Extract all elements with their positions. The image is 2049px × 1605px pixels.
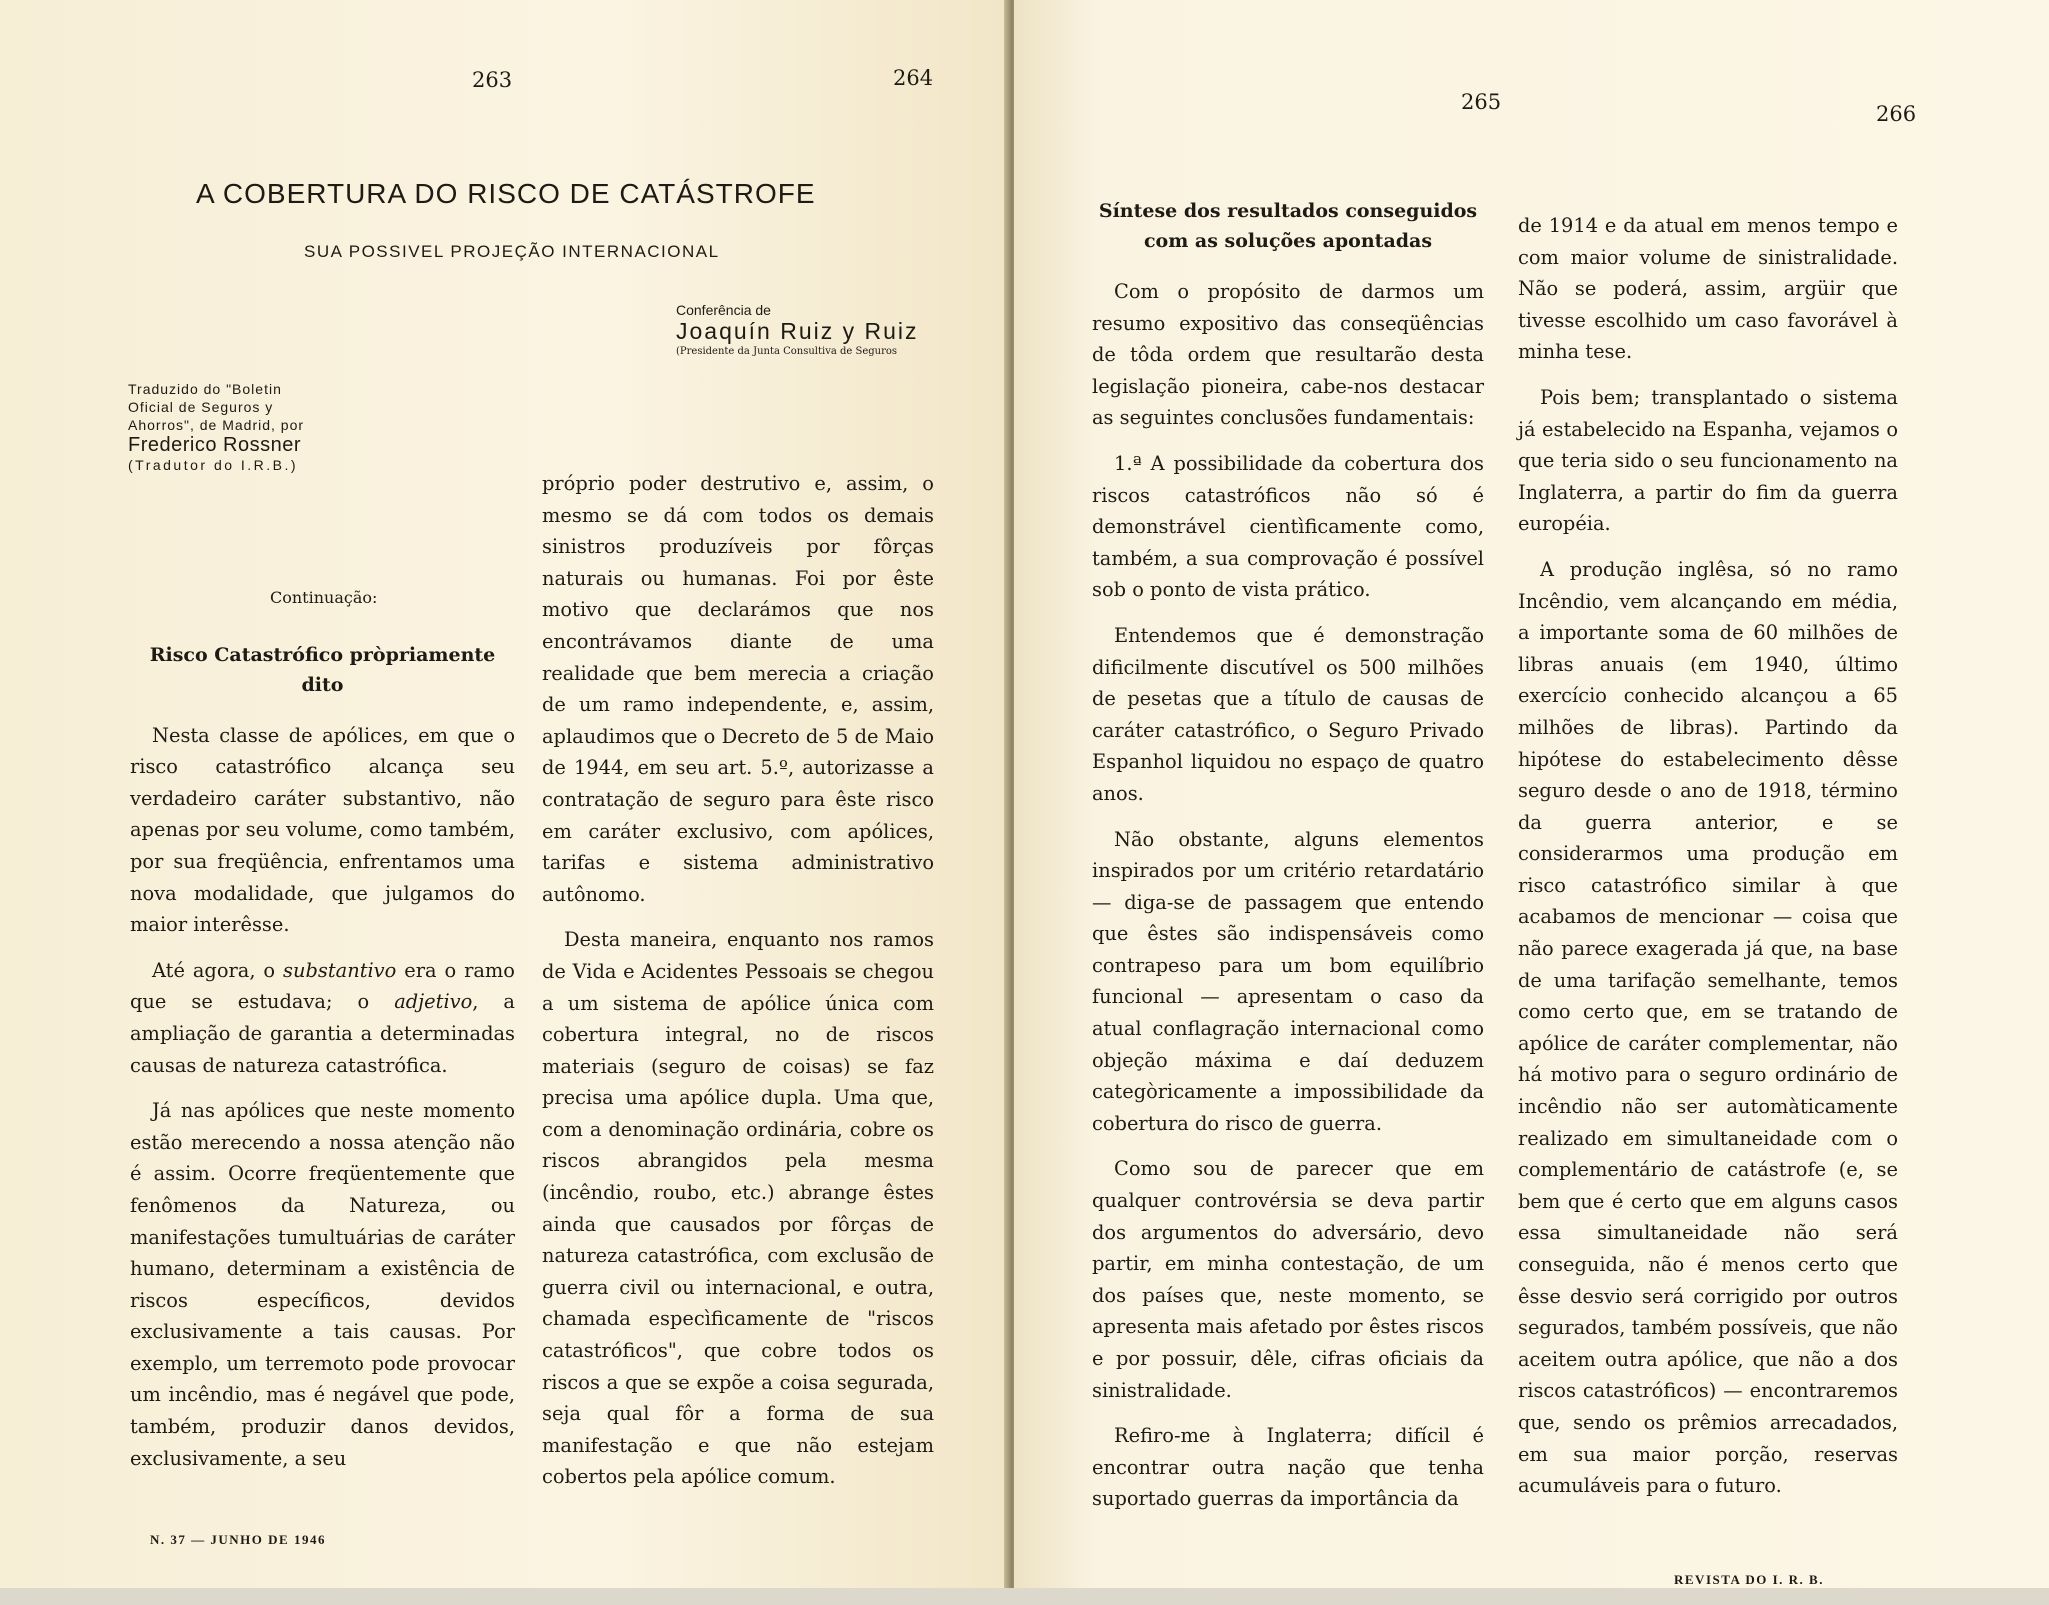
article-title: A COBERTURA DO RISCO DE CATÁSTROFE xyxy=(196,178,816,209)
paragraph: Desta maneira, enquanto nos ramos de Vida e Acidentes Pessoais se chegou a um sistema de apólice única com cobertura integral, no de riscos materiais (seguro de coisas) se faz precisa uma apólice dupla. Uma que, com a denominação ordinária, cobre os riscos abrangidos pela mesma (incêndio, roubo, etc.) abrange êstes ainda que causados por fôrças de natureza catastrófica, com exclusão de guerra civil ou internacional, e outra, chamada especìficamente de "riscos catastróficos", que cobre todos os riscos a que se expõe a coisa segurada, seja qual fôr a forma de sua manifestação e que não estejam cobertos pela apólice comum. xyxy=(542,928,934,1489)
translation-note-line: Traduzido do "Boletin xyxy=(128,381,282,397)
translation-note-line: Oficial de Seguros y xyxy=(128,399,274,415)
continuation-label: Continuação: xyxy=(270,588,378,607)
page-number-263: 263 xyxy=(472,68,513,92)
page-number-265: 265 xyxy=(1461,90,1502,114)
translator-role: (Tradutor do I.R.B.) xyxy=(128,457,299,473)
translation-note-line: Ahorros", de Madrid, por xyxy=(128,417,305,433)
paragraph: Como sou de parecer que em qualquer controvérsia se deva partir dos argumentos do adversário, devo partir, em minha contestação, de um dos países que, neste momento, se apresenta mais afetado por êstes riscos e por possuir, dêle, cifras oficiais da sinistralidade. xyxy=(1092,1157,1484,1402)
scan-edge xyxy=(0,1588,2049,1605)
page-number-264: 264 xyxy=(893,66,934,90)
paragraph: próprio poder destrutivo e, assim, o mesmo se dá com todos os demais sinistros produzíveis por fôrças naturais ou humanas. Foi por êste motivo que declarámos que nos encontrávamos diante de uma realidade que bem merecia a criação de um ramo independente, e, assim, aplaudimos que o Decreto de 5 de Maio de 1944, em seu art. 5.º, autorizasse a contratação de seguro para êste risco em caráter exclusivo, com apólices, tarifas e sistema administrativo autônomo. xyxy=(542,472,934,906)
left-page xyxy=(0,0,1010,1605)
translator-name: Frederico Rossner xyxy=(128,434,302,456)
paragraph: Já nas apólices que neste momento estão merecendo a nossa atenção não é assim. Ocorre freqüentemente que fenômenos da Natureza, ou manifestações tumultuárias de caráter humano, determinam a existência de riscos específicos, devidos exclusivamente a tais causas. Por exemplo, um terremoto pode provocar um incêndio, mas é negável que pode, também, produzir danos devidos, exclusivamente, a seu xyxy=(130,1099,515,1470)
column-4 xyxy=(1518,210,1898,1516)
paragraph: Refiro-me à Inglaterra; difícil é encontrar outra nação que tenha suportado guerras da importância da xyxy=(1092,1424,1484,1511)
right-page xyxy=(1014,0,2049,1605)
section-heading: Síntese dos resultados conseguidos com as soluções apontadas xyxy=(1098,200,1478,252)
column-1 xyxy=(130,582,515,1488)
column-3 xyxy=(1092,196,1484,1529)
paragraph: Nesta classe de apólices, em que o risco catastrófico alcança seu verdadeiro caráter substantivo, não apenas por seu volume, como também, por sua freqüência, enfrentamos uma nova modalidade, que julgamos do maior interêsse. xyxy=(130,723,515,937)
paragraph: Pois bem; transplantado o sistema já estabelecido na Espanha, vejamos o que teria sido o seu funcionamento na Inglaterra, a partir do fim da guerra européia. xyxy=(1518,385,1898,536)
paragraph: 1.ª A possibilidade da cobertura dos riscos catastróficos não só é demonstrável cientìficamente como, também, a sua comprovação é possível sob o ponto de vista prático. xyxy=(1092,451,1484,602)
article-subtitle: SUA POSSIVEL PROJEÇÃO INTERNACIONAL xyxy=(304,242,720,261)
emphasis: adjetivo xyxy=(394,990,473,1014)
paragraph: Até agora, o substantivo era o ramo que se estudava; o adjetivo, a ampliação de garantia a determinadas causas de natureza catastrófica. xyxy=(130,958,515,1077)
footer-journal: REVISTA DO I. R. B. xyxy=(1674,1572,1824,1587)
column-2 xyxy=(542,468,934,1507)
page-number-266: 266 xyxy=(1876,102,1917,126)
conference-label: Conferência de xyxy=(676,302,771,318)
translation-note xyxy=(128,380,304,474)
emphasis: substantivo xyxy=(283,958,397,982)
paragraph: A produção inglêsa, só no ramo Incêndio, vem alcançando em média, a importante soma de 60 milhões de libras anuais (em 1940, último exercício conhecido alcançou a 65 milhões de libras). Partindo da hipótese do estabelecimento dêsse seguro desde o ano de 1918, término da guerra anterior, e se considerarmos uma produção em risco catastrófico similar à que acabamos de mencionar — coisa que não parece exagerada já que, na base de uma tarifação semelhante, temos como certo que, em se tratando de apólice de caráter complementar, não há motivo para o seguro ordinário de incêndio não ser automàticamente realizado em simultaneidade com o complementário de catástrofe (e, se bem que é certo que em alguns casos essa simultaneidade não será conseguida, não é menos certo que êsse desvio será corrigido por outros segurados, também possíveis, que não aceitem outra apólice, que não a dos riscos catastróficos) — encontraremos que, sendo os prêmios arrecadados, em sua maior porção, reservas acumuláveis para o futuro. xyxy=(1518,557,1898,1498)
paragraph: Não obstante, alguns elementos inspirados por um critério retardatário — diga-se de passagem que entendo que êstes são indispensáveis como contrapeso para um bom equilíbrio funcional — apresentam o caso da atual conflagração internacional como objeção máxima e daí deduzem categòricamente a impossibilidade da cobertura do risco de guerra. xyxy=(1092,827,1484,1135)
author-role: (Presidente da Junta Consultiva de Seguros xyxy=(676,346,898,357)
paragraph: de 1914 e da atual em menos tempo e com maior volume de sinistralidade. Não se poderá, assim, argüir que tivesse escolhido um caso favorável à minha tese. xyxy=(1518,214,1898,364)
section-heading: Risco Catastrófico pròpriamente dito xyxy=(149,643,496,696)
footer-issue: N. 37 — JUNHO DE 1946 xyxy=(150,1532,326,1547)
paragraph: Entendemos que é demonstração dificilmente discutível os 500 milhões de pesetas que a título de causas de caráter catastrófico, o Seguro Privado Espanhol liquidou no espaço de quatro anos. xyxy=(1092,623,1484,805)
author-name: Joaquín Ruiz y Ruiz xyxy=(676,318,919,344)
paragraph: Com o propósito de darmos um resumo expositivo das conseqüências de tôda ordem que resultarão desta legislação pioneira, cabe-nos destacar as seguintes conclusões fundamentais: xyxy=(1092,280,1484,430)
